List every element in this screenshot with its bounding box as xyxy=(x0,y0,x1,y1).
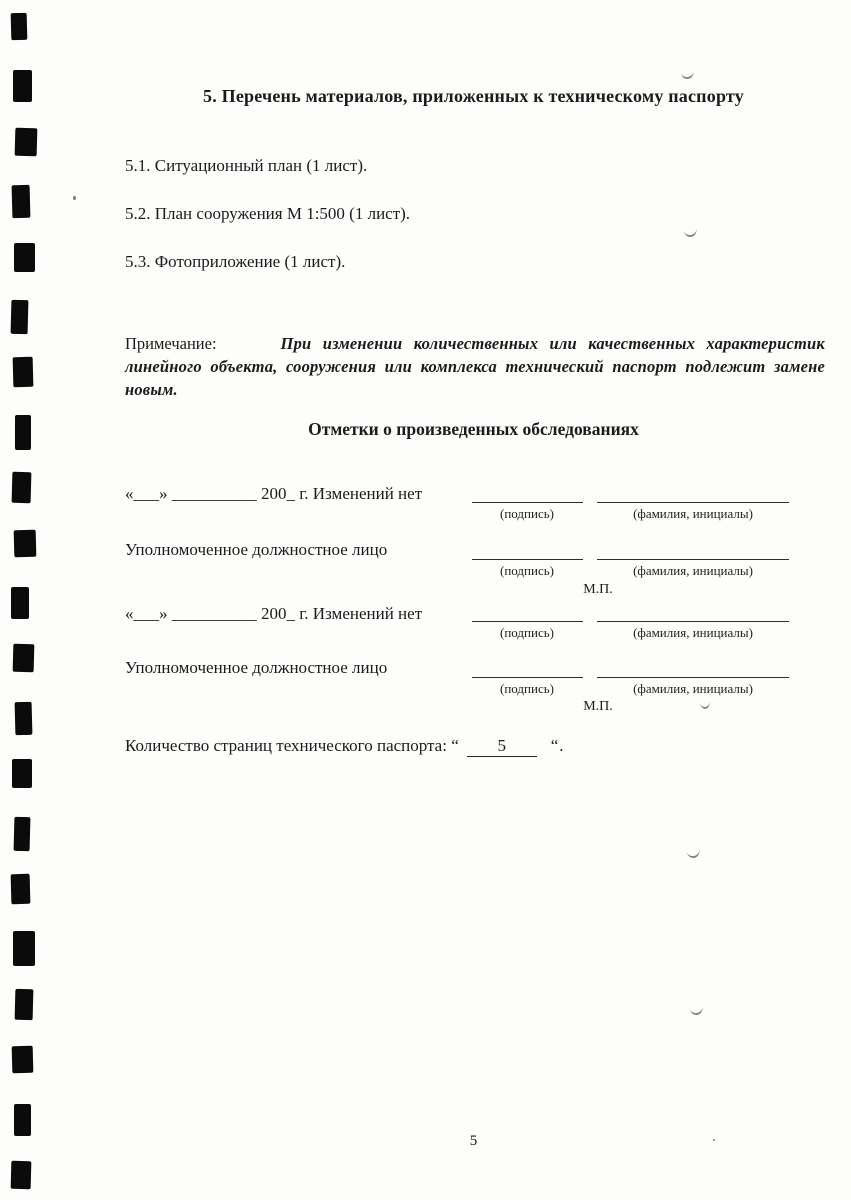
signature-blank-line xyxy=(472,559,583,560)
signature-caption: (подпись) xyxy=(500,563,554,578)
scan-artifact xyxy=(73,196,76,200)
note-label: Примечание: xyxy=(125,333,217,353)
list-item-structure-plan: 5.2. План сооружения М 1:500 (1 лист). xyxy=(125,204,411,223)
scan-artifact xyxy=(680,69,694,80)
signature-blank-line xyxy=(472,502,583,503)
binding-hole xyxy=(14,529,37,557)
binding-hole xyxy=(11,1161,32,1190)
binding-hole xyxy=(14,243,35,272)
binding-hole xyxy=(12,185,31,218)
pages-count-prefix: Количество страниц технического паспорта: “ xyxy=(125,736,459,755)
authorized-official-line: Уполномоченное должностное лицо xyxy=(125,540,388,559)
stamp-place-label: М.П. xyxy=(583,699,613,714)
binding-hole xyxy=(13,70,32,102)
name-caption: (фамилия, инициалы) xyxy=(633,681,753,696)
name-blank-line xyxy=(597,677,789,678)
binding-hole xyxy=(15,989,34,1020)
name-blank-line xyxy=(597,559,789,560)
binding-hole xyxy=(14,816,31,850)
signature-caption: (подпись) xyxy=(500,506,554,521)
signature-blank-line xyxy=(472,677,583,678)
scan-artifact xyxy=(686,848,700,859)
date-changes-line: «___» __________ 200_ г. Изменений нет xyxy=(125,604,423,623)
name-blank-line xyxy=(597,621,789,622)
page-title: 5. Перечень материалов, приложенных к техническому паспорту xyxy=(203,86,744,106)
binding-hole xyxy=(12,1046,34,1074)
pages-count-suffix: “. xyxy=(550,736,565,755)
scan-artifact xyxy=(683,227,697,238)
pages-count-line xyxy=(125,736,565,757)
date-changes-line: «___» __________ 200_ г. Изменений нет xyxy=(125,484,423,503)
name-blank-line xyxy=(597,502,789,503)
binding-hole xyxy=(15,128,38,157)
binding-hole xyxy=(12,472,32,503)
name-caption: (фамилия, инициалы) xyxy=(633,563,753,578)
binding-hole xyxy=(11,587,29,619)
signature-caption: (подпись) xyxy=(500,681,554,696)
binding-hole xyxy=(13,644,35,673)
inspections-heading: Отметки о произведенных обследованиях xyxy=(308,419,639,439)
binding-hole xyxy=(13,931,35,966)
name-caption: (фамилия, инициалы) xyxy=(633,506,753,521)
scan-artifact xyxy=(713,1139,715,1141)
binding-hole xyxy=(14,1104,31,1136)
note-paragraph xyxy=(125,332,825,401)
binding-hole xyxy=(15,415,31,450)
note-text: При изменении количественных или качественных характеристик линейного объекта, сооружения или комплекса технический паспорт подлежит замене новым. xyxy=(125,333,825,399)
pages-count-value: 5 xyxy=(467,736,537,757)
signature-caption: (подпись) xyxy=(500,625,554,640)
binding-hole xyxy=(11,13,28,40)
binding-hole xyxy=(13,357,34,388)
page-number: 5 xyxy=(469,1133,478,1149)
binding-hole xyxy=(11,300,29,334)
binding-hole xyxy=(12,759,32,788)
scan-artifact xyxy=(699,699,710,710)
list-item-photo-appendix: 5.3. Фотоприложение (1 лист). xyxy=(125,252,346,271)
signature-blank-line xyxy=(472,621,583,622)
authorized-official-line: Уполномоченное должностное лицо xyxy=(125,658,388,677)
list-item-situational-plan: 5.1. Ситуационный план (1 лист). xyxy=(125,156,368,175)
binding-hole xyxy=(15,702,33,735)
stamp-place-label: М.П. xyxy=(583,582,613,597)
binding-hole xyxy=(11,874,31,904)
scan-artifact xyxy=(689,1005,703,1016)
name-caption: (фамилия, инициалы) xyxy=(633,625,753,640)
